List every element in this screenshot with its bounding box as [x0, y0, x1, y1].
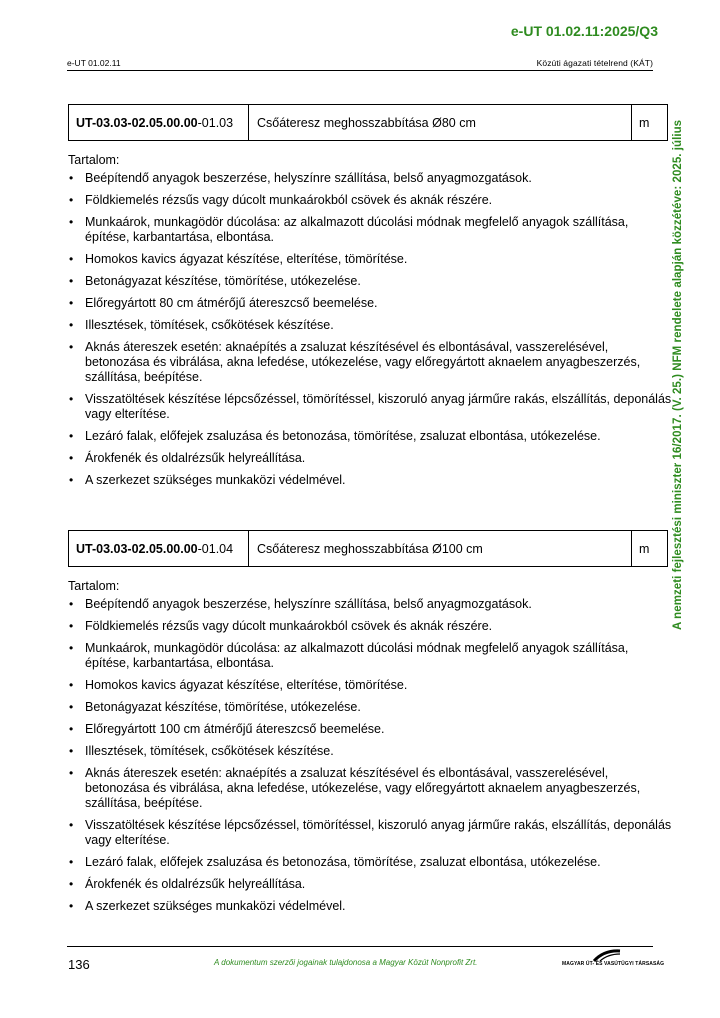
item-unit: m — [631, 105, 667, 140]
content-label: Tartalom: — [68, 579, 120, 593]
list-item: • Aknás átereszek esetén: aknaépítés a zsaluzat készítésével és elbontásával, vasszerelésével, betonozása és vibrálása, akna lefedése, utókezelése, vagy előregyártott aknaelem anyagbeszerzés, szállítása, beépítése. — [68, 340, 672, 385]
list-item: • Földkiemelés rézsűs vagy dúcolt munkaárokból csövek és aknák részére. — [68, 619, 672, 634]
item-code — [69, 105, 249, 140]
header-left: e-UT 01.02.11 — [67, 58, 121, 68]
list-item: • Árokfenék és oldalrézsűk helyreállítása. — [68, 877, 672, 892]
item-section-2 — [68, 530, 672, 921]
item-code-suffix: -01.03 — [197, 115, 234, 130]
list-item: • Földkiemelés rézsűs vagy dúcolt munkaárokból csövek és aknák részére. — [68, 193, 672, 208]
logo-text: MAGYAR ÚT- ÉS VASÚTÜGYI TÁRSASÁG — [562, 961, 665, 967]
side-publication-note: A nemzeti fejlesztési miniszter 16/2017. (V. 25.) NFM rendelete alapján közzétéve: 2025. július — [672, 119, 684, 630]
item-section-1 — [68, 104, 672, 495]
list-item: • Munkaárok, munkagödör dúcolása: az alkalmazott dúcolási módnak megfelelő anyagok szállítása, építése, karbantartása, elbontása. — [68, 641, 672, 671]
item-unit: m — [631, 531, 667, 566]
list-item: • Visszatöltések készítése lépcsőzéssel, tömörítéssel, kiszoruló anyag járműre rakás, elszállítás, deponálás vagy elterítése. — [68, 818, 672, 848]
item-code-main: UT-03.03-02.05.00.00 — [76, 115, 198, 130]
list-item: • Illesztések, tömítések, csőkötések készítése. — [68, 318, 672, 333]
copyright-notice: A dokumentum szerzői jogainak tulajdonosa a Magyar Közút Nonprofit Zrt. — [214, 958, 478, 967]
list-item: • Homokos kavics ágyazat készítése, elterítése, tömörítése. — [68, 252, 672, 267]
list-item: • Aknás átereszek esetén: aknaépítés a zsaluzat készítésével és elbontásával, vasszerelésével, betonozása és vibrálása, akna lefedése, utókezelése, vagy előregyártott aknaelem anyagbeszerzés, szállítása, beépítése. — [68, 766, 672, 811]
list-item: • Beépítendő anyagok beszerzése, helyszínre szállítása, belső anyagmozgatások. — [68, 171, 672, 186]
list-item: • Beépítendő anyagok beszerzése, helyszínre szállítása, belső anyagmozgatások. — [68, 597, 672, 612]
company-logo — [562, 948, 665, 972]
page-number: 136 — [68, 957, 90, 972]
item-description: Csőáteresz meghosszabbítása Ø100 cm — [257, 541, 483, 556]
road-logo-icon — [592, 948, 622, 962]
list-item: • A szerkezet szükséges munkaközi védelmével. — [68, 473, 672, 488]
list-item: • Betonágyazat készítése, tömörítése, utókezelése. — [68, 700, 672, 715]
item-code-suffix: -01.04 — [197, 541, 234, 556]
item-description: Csőáteresz meghosszabbítása Ø80 cm — [257, 115, 476, 130]
item-header-table — [68, 530, 668, 567]
list-item: • Lezáró falak, előfejek zsaluzása és betonozása, tömörítése, zsaluzat elbontása, utókezelése. — [68, 429, 672, 444]
content-list — [68, 597, 672, 914]
footer-divider — [67, 946, 653, 947]
list-item: • Munkaárok, munkagödör dúcolása: az alkalmazott dúcolási módnak megfelelő anyagok szállítása, építése, karbantartása, elbontása. — [68, 215, 672, 245]
list-item: • Visszatöltések készítése lépcsőzéssel, tömörítéssel, kiszoruló anyag járműre rakás, elszállítás, deponálás vagy elterítése. — [68, 392, 672, 422]
content-list — [68, 171, 672, 488]
list-item: • Betonágyazat készítése, tömörítése, utókezelése. — [68, 274, 672, 289]
list-item: • Előregyártott 80 cm átmérőjű átereszcső beemelése. — [68, 296, 672, 311]
list-item: • Lezáró falak, előfejek zsaluzása és betonozása, tömörítése, zsaluzat elbontása, utókezelése. — [68, 855, 672, 870]
header-divider — [67, 70, 653, 71]
item-code — [69, 531, 249, 566]
list-item: • Árokfenék és oldalrézsűk helyreállítása. — [68, 451, 672, 466]
item-header-table — [68, 104, 668, 141]
item-code-main: UT-03.03-02.05.00.00 — [76, 541, 198, 556]
header-right: Közúti ágazati tételrend (KÁT) — [536, 58, 653, 68]
list-item: • Illesztések, tömítések, csőkötések készítése. — [68, 744, 672, 759]
list-item: • Homokos kavics ágyazat készítése, elterítése, tömörítése. — [68, 678, 672, 693]
list-item: • Előregyártott 100 cm átmérőjű átereszcső beemelése. — [68, 722, 672, 737]
document-code: e-UT 01.02.11:2025/Q3 — [510, 23, 658, 39]
content-label: Tartalom: — [68, 153, 120, 167]
list-item: • A szerkezet szükséges munkaközi védelmével. — [68, 899, 672, 914]
